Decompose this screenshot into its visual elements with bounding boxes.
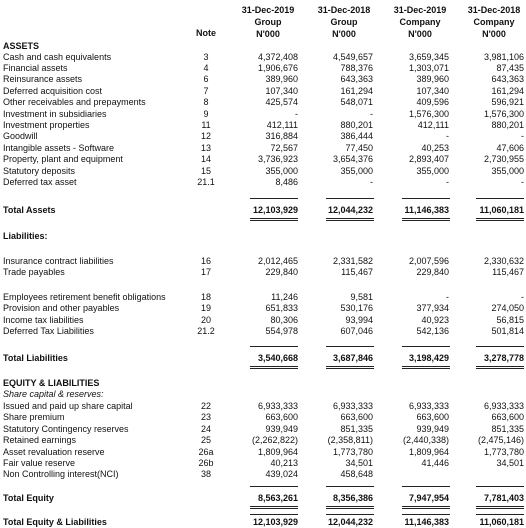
value-company-2018: 11,060,181 — [479, 517, 524, 527]
value-group-2019: 12,103,929 — [252, 205, 298, 215]
section-heading: Liabilities: — [3, 231, 48, 241]
section-heading-row — [0, 231, 526, 242]
note-reference: 24 — [200, 424, 211, 434]
value-company-2019: 389,960 — [416, 74, 449, 84]
value-company-2019: - — [446, 292, 449, 302]
note-reference: 3 — [203, 52, 209, 62]
value-group-2018: 458,648 — [340, 469, 373, 479]
double-underline — [476, 218, 524, 221]
value-group-2019: 1,809,964 — [257, 447, 298, 457]
value-group-2018: 115,467 — [341, 267, 373, 277]
note-reference: 21.1 — [197, 177, 215, 187]
value-company-2018: 7,781,403 — [483, 493, 524, 503]
value-company-2018: - — [521, 177, 524, 187]
value-company-2019: 1,809,964 — [408, 447, 449, 457]
note-reference: 19 — [200, 303, 211, 313]
value-group-2018: 3,654,376 — [332, 154, 373, 164]
value-company-2019: 412,111 — [417, 120, 449, 130]
value-company-2019: - — [446, 177, 449, 187]
line-item-row — [0, 303, 526, 314]
value-group-2019: 554,978 — [265, 326, 298, 336]
column-header-company-2019: 31-Dec-2019 Company N'000 — [393, 5, 447, 39]
value-group-2019: 425,574 — [265, 97, 298, 107]
value-company-2018: 47,606 — [496, 143, 524, 153]
value-group-2019: 8,563,261 — [257, 493, 298, 503]
total-rule — [476, 346, 524, 347]
double-underline — [326, 218, 374, 221]
note-reference: 25 — [200, 435, 211, 445]
value-group-2018: 77,450 — [345, 143, 373, 153]
line-item-row — [0, 326, 526, 337]
value-company-2018: 3,278,778 — [483, 353, 524, 363]
line-item-row — [0, 469, 526, 480]
line-item-label: Retained earnings — [3, 435, 77, 445]
total-rule — [250, 514, 298, 515]
note-reference: 4 — [203, 63, 209, 73]
line-item-label: Income tax liabilities — [3, 315, 84, 325]
line-item-label: Share capital & reserves: — [3, 389, 104, 399]
value-group-2019: 4,372,408 — [257, 52, 298, 62]
value-group-2018: 9,581 — [350, 292, 373, 302]
value-group-2018: 3,687,846 — [332, 353, 373, 363]
total-row — [0, 353, 526, 364]
value-company-2019: 11,146,383 — [404, 205, 449, 215]
line-item-label: Goodwill — [3, 131, 38, 141]
total-rule — [326, 486, 374, 487]
line-item-row — [0, 154, 526, 165]
note-reference: 16 — [200, 256, 211, 266]
value-group-2019: 72,567 — [270, 143, 298, 153]
value-group-2018: - — [370, 177, 373, 187]
value-company-2018: 851,335 — [491, 424, 524, 434]
value-group-2019: 40,213 — [270, 458, 298, 468]
total-rule — [402, 198, 450, 199]
value-company-2019: 229,840 — [416, 267, 449, 277]
value-group-2019: 80,306 — [270, 315, 298, 325]
value-group-2018: 851,335 — [340, 424, 373, 434]
value-company-2018: 355,000 — [491, 166, 524, 176]
value-group-2019: 389,960 — [265, 74, 298, 84]
line-item-row — [0, 424, 526, 435]
line-item-label: Statutory deposits — [3, 166, 76, 176]
value-company-2018: 56,815 — [496, 315, 524, 325]
value-group-2018: 663,600 — [340, 412, 373, 422]
value-group-2019: 2,012,465 — [257, 256, 298, 266]
value-company-2019: 377,934 — [416, 303, 449, 313]
column-header-company-2018: 31-Dec-2018 Company N'000 — [467, 5, 521, 39]
value-company-2018: 34,501 — [496, 458, 524, 468]
line-item-label: Property, plant and equipment — [3, 154, 123, 164]
line-item-row — [0, 63, 526, 74]
line-item-row — [0, 389, 526, 400]
note-reference: 14 — [200, 154, 211, 164]
note-reference: 18 — [200, 292, 211, 302]
value-group-2018: 880,201 — [340, 120, 373, 130]
value-group-2018: 355,000 — [340, 166, 373, 176]
line-item-row — [0, 52, 526, 63]
value-group-2018: 548,071 — [340, 97, 373, 107]
value-company-2018: 274,050 — [491, 303, 524, 313]
value-group-2019: (2,262,822) — [251, 435, 298, 445]
note-reference: 20 — [200, 315, 211, 325]
note-reference: 21.2 — [197, 326, 215, 336]
total-rule — [326, 198, 374, 199]
double-underline — [476, 366, 524, 369]
value-group-2019: 8,486 — [275, 177, 298, 187]
double-underline — [476, 506, 524, 509]
value-company-2019: 3,198,429 — [408, 353, 449, 363]
note-reference: 9 — [203, 109, 209, 119]
note-reference: 11 — [201, 120, 211, 130]
double-underline — [250, 218, 298, 221]
line-item-label: Deferred tax asset — [3, 177, 77, 187]
line-item-row — [0, 458, 526, 469]
value-company-2018: 2,330,632 — [483, 256, 524, 266]
value-group-2019: 107,340 — [265, 86, 298, 96]
line-item-label: Total Liabilities — [3, 353, 68, 363]
note-reference: 22 — [200, 401, 211, 411]
line-item-row — [0, 412, 526, 423]
section-heading: ASSETS — [3, 41, 40, 51]
line-item-label: Other receivables and prepayments — [3, 97, 146, 107]
line-item-label: Employees retirement benefit obligations — [3, 292, 166, 302]
line-item-label: Financial assets — [3, 63, 68, 73]
value-company-2019: - — [446, 131, 449, 141]
line-item-row — [0, 86, 526, 97]
double-underline — [250, 366, 298, 369]
value-company-2018: 161,294 — [491, 86, 524, 96]
line-item-row — [0, 401, 526, 412]
value-group-2019: 6,933,333 — [257, 401, 298, 411]
value-group-2019: 663,600 — [265, 412, 298, 422]
value-group-2019: 1,906,676 — [257, 63, 298, 73]
line-item-row — [0, 109, 526, 120]
value-company-2019: 939,949 — [416, 424, 449, 434]
line-item-row — [0, 97, 526, 108]
line-item-label: Deferred acquisition cost — [3, 86, 103, 96]
value-group-2018: 12,044,232 — [327, 517, 373, 527]
value-company-2018: 596,921 — [491, 97, 524, 107]
line-item-label: Statutory Contingency reserves — [3, 424, 129, 434]
column-header-group-2019: 31-Dec-2019 Group N'000 — [241, 5, 295, 39]
double-underline — [326, 506, 374, 509]
value-company-2019: (2,440,338) — [402, 435, 449, 445]
line-item-label: Cash and cash equivalents — [3, 52, 112, 62]
value-group-2019: 439,024 — [265, 469, 298, 479]
line-item-label: Total Equity — [3, 493, 54, 503]
total-rule — [476, 198, 524, 199]
total-rule — [326, 514, 374, 515]
value-company-2018: 11,060,181 — [479, 205, 524, 215]
value-group-2018: (2,358,811) — [327, 435, 373, 445]
note-reference: 17 — [200, 267, 211, 277]
value-group-2019: 3,736,923 — [257, 154, 298, 164]
value-group-2018: 1,773,780 — [332, 447, 373, 457]
line-item-label: Investment in subsidiaries — [3, 109, 107, 119]
total-rule — [476, 514, 524, 515]
line-item-row — [0, 435, 526, 446]
value-company-2019: 355,000 — [416, 166, 449, 176]
value-group-2019: 3,540,668 — [257, 353, 298, 363]
total-row — [0, 517, 526, 528]
total-rule — [250, 486, 298, 487]
value-company-2019: 40,253 — [421, 143, 449, 153]
value-company-2018: 501,814 — [491, 326, 524, 336]
line-item-label: Provision and other payables — [3, 303, 120, 313]
value-group-2018: 4,549,657 — [332, 52, 373, 62]
line-item-label: Investment properties — [3, 120, 90, 130]
value-group-2018: 386,444 — [340, 131, 373, 141]
value-company-2019: 3,659,345 — [408, 52, 449, 62]
value-company-2018: - — [521, 131, 524, 141]
value-group-2019: 229,840 — [265, 267, 298, 277]
value-group-2019: 316,884 — [265, 131, 298, 141]
line-item-row — [0, 74, 526, 85]
value-company-2019: 7,947,954 — [408, 493, 449, 503]
value-group-2019: 412,111 — [266, 120, 298, 130]
line-item-label: Total Equity & Liabilities — [3, 517, 107, 527]
total-row — [0, 493, 526, 504]
value-group-2018: 6,933,333 — [332, 401, 373, 411]
value-company-2019: 41,446 — [421, 458, 449, 468]
line-item-row — [0, 143, 526, 154]
value-group-2018: 607,046 — [340, 326, 373, 336]
value-group-2019: 939,949 — [265, 424, 298, 434]
note-reference: 7 — [203, 86, 209, 96]
total-rule — [402, 486, 450, 487]
total-row — [0, 205, 526, 216]
double-underline — [402, 506, 450, 509]
note-column-header: Note — [196, 28, 216, 38]
double-underline — [402, 366, 450, 369]
value-group-2018: 643,363 — [340, 74, 373, 84]
line-item-row — [0, 315, 526, 326]
line-item-label: Total Assets — [3, 205, 56, 215]
value-company-2019: 107,340 — [416, 86, 449, 96]
value-company-2018: 1,576,300 — [483, 109, 524, 119]
value-company-2019: 11,146,383 — [404, 517, 449, 527]
value-group-2018: 8,356,386 — [332, 493, 373, 503]
value-company-2018: 2,730,955 — [483, 154, 524, 164]
line-item-row — [0, 292, 526, 303]
value-group-2019: 651,833 — [265, 303, 298, 313]
section-heading-row — [0, 378, 526, 389]
line-item-label: Issued and paid up share capital — [3, 401, 133, 411]
line-item-label: Intangible assets - Software — [3, 143, 115, 153]
value-group-2019: 355,000 — [265, 166, 298, 176]
value-group-2018: 2,331,582 — [332, 256, 373, 266]
line-item-label: Non Controlling interest(NCI) — [3, 469, 119, 479]
total-rule — [326, 346, 374, 347]
value-company-2019: 663,600 — [416, 412, 449, 422]
line-item-row — [0, 120, 526, 131]
line-item-label: Trade payables — [3, 267, 65, 277]
value-group-2018: 161,294 — [340, 86, 373, 96]
value-group-2018: 788,376 — [340, 63, 373, 73]
value-company-2018: 87,435 — [496, 63, 524, 73]
note-reference: 8 — [203, 97, 209, 107]
value-company-2018: (2,475,146) — [477, 435, 524, 445]
column-header-group-2018: 31-Dec-2018 Group N'000 — [317, 5, 371, 39]
value-company-2019: 40,923 — [421, 315, 449, 325]
value-company-2019: 2,893,407 — [408, 154, 449, 164]
value-company-2018: 643,363 — [491, 74, 524, 84]
value-company-2019: 6,933,333 — [408, 401, 449, 411]
value-company-2019: 1,576,300 — [408, 109, 449, 119]
value-company-2018: 3,981,106 — [483, 52, 524, 62]
line-item-row — [0, 131, 526, 142]
value-group-2018: 530,176 — [340, 303, 373, 313]
line-item-label: Asset revaluation reserve — [3, 447, 105, 457]
line-item-row — [0, 447, 526, 458]
value-company-2018: 880,201 — [491, 120, 524, 130]
value-group-2019: 11,246 — [271, 292, 298, 302]
total-rule — [250, 198, 298, 199]
value-company-2018: 6,933,333 — [483, 401, 524, 411]
value-company-2019: 409,596 — [416, 97, 449, 107]
double-underline — [402, 218, 450, 221]
note-reference: 26b — [198, 458, 214, 468]
line-item-label: Insurance contract liabilities — [3, 256, 114, 266]
line-item-label: Share premium — [3, 412, 65, 422]
line-item-label: Deferred Tax Liabilities — [3, 326, 94, 336]
line-item-label: Reinsurance assets — [3, 74, 83, 84]
value-group-2018: 34,501 — [345, 458, 373, 468]
value-company-2018: - — [521, 292, 524, 302]
value-group-2018: 12,044,232 — [327, 205, 373, 215]
value-company-2018: 663,600 — [491, 412, 524, 422]
value-company-2018: 115,467 — [492, 267, 524, 277]
value-group-2018: 93,994 — [345, 315, 373, 325]
note-reference: 13 — [200, 143, 211, 153]
line-item-row — [0, 166, 526, 177]
total-rule — [402, 514, 450, 515]
total-rule — [250, 346, 298, 347]
note-reference: 26a — [198, 447, 214, 457]
line-item-row — [0, 267, 526, 278]
note-reference: 6 — [203, 74, 209, 84]
section-heading: EQUITY & LIABILITIES — [3, 378, 100, 388]
total-rule — [402, 346, 450, 347]
line-item-row — [0, 177, 526, 188]
double-underline — [326, 366, 374, 369]
value-group-2019: - — [295, 109, 298, 119]
line-item-row — [0, 256, 526, 267]
section-heading-row — [0, 41, 526, 52]
note-reference: 15 — [200, 166, 211, 176]
line-item-label: Fair value reserve — [3, 458, 76, 468]
note-reference: 12 — [200, 131, 211, 141]
value-group-2018: - — [370, 109, 373, 119]
value-company-2018: 1,773,780 — [483, 447, 524, 457]
note-reference: 38 — [200, 469, 211, 479]
note-reference: 23 — [200, 412, 211, 422]
value-company-2019: 2,007,596 — [408, 256, 449, 266]
value-company-2019: 542,136 — [416, 326, 449, 336]
double-underline — [250, 506, 298, 509]
total-rule — [476, 486, 524, 487]
value-group-2019: 12,103,929 — [252, 517, 298, 527]
value-company-2019: 1,303,071 — [408, 63, 449, 73]
